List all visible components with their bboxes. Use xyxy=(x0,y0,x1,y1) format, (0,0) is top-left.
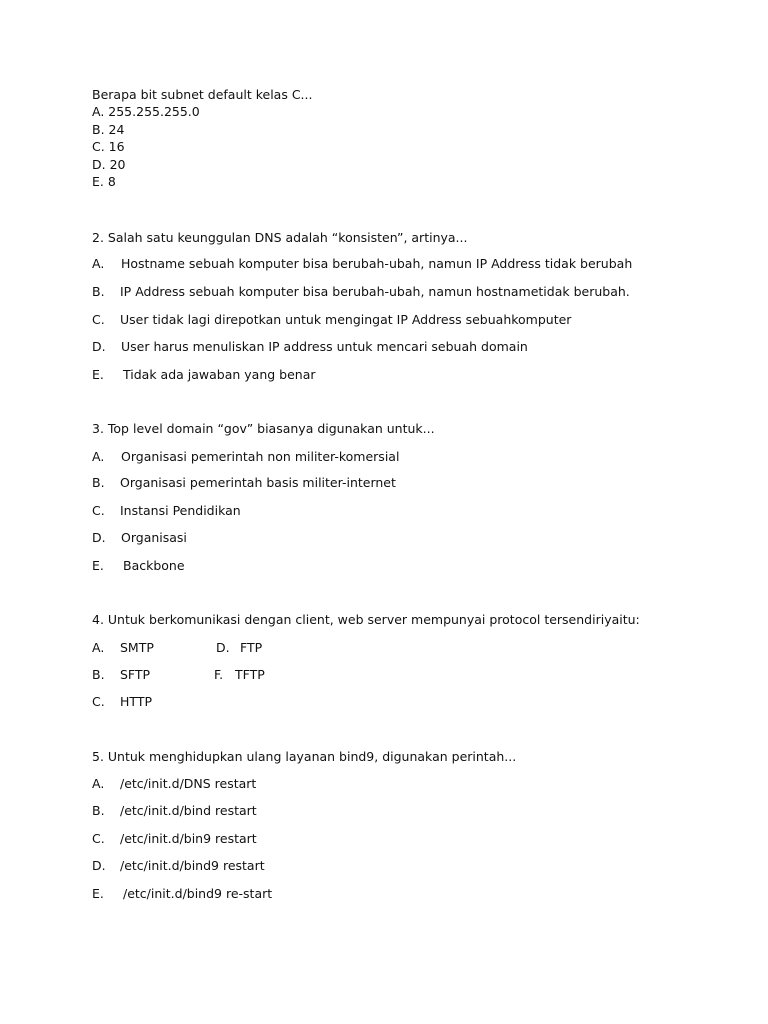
question-2-text: 2. Salah satu keunggulan DNS adalah “konsisten”, artinya... xyxy=(92,230,468,245)
q5-option-c-letter: C. xyxy=(92,831,105,846)
q4-option-a-text: SMTP xyxy=(120,640,154,655)
q1-option-a: A. 255.255.255.0 xyxy=(92,104,200,119)
q5-option-a-text: /etc/init.d/DNS restart xyxy=(120,776,257,791)
q2-option-e-text: Tidak ada jawaban yang benar xyxy=(123,367,316,382)
question-3-text: 3. Top level domain “gov” biasanya digunakan untuk... xyxy=(92,421,435,436)
q2-option-b-letter: B. xyxy=(92,284,105,299)
q3-option-c-text: Instansi Pendidikan xyxy=(120,503,241,518)
q4-option-a-letter: A. xyxy=(92,640,105,655)
q2-option-a-letter: A. xyxy=(92,256,105,271)
q2-option-d-letter: D. xyxy=(92,339,106,354)
q4-option-d-text: FTP xyxy=(240,640,263,655)
q2-option-b-text: IP Address sebuah komputer bisa berubah-ubah, namun hostnametidak berubah. xyxy=(120,284,630,299)
q2-option-e-letter: E. xyxy=(92,367,104,382)
q2-option-a-text: Hostname sebuah komputer bisa berubah-ubah, namun IP Address tidak berubah xyxy=(121,256,633,271)
q3-option-d-letter: D. xyxy=(92,530,106,545)
q4-option-b-text: SFTP xyxy=(120,667,151,682)
q5-option-e-text: /etc/init.d/bind9 re-start xyxy=(123,886,273,901)
q4-option-c-letter: C. xyxy=(92,694,105,709)
q5-option-d-text: /etc/init.d/bind9 restart xyxy=(120,858,265,873)
q5-option-d-letter: D. xyxy=(92,858,106,873)
q3-option-c-letter: C. xyxy=(92,503,105,518)
q5-option-a-letter: A. xyxy=(92,776,105,791)
q2-option-d-text: User harus menuliskan IP address untuk mencari sebuah domain xyxy=(121,339,528,354)
q1-option-e: E. 8 xyxy=(92,174,116,189)
q5-option-b-text: /etc/init.d/bind restart xyxy=(120,803,257,818)
question-4-text: 4. Untuk berkomunikasi dengan client, web server mempunyai protocol tersendiriyaitu: xyxy=(92,612,640,627)
q4-option-d-letter: D. xyxy=(216,640,230,655)
q5-option-b-letter: B. xyxy=(92,803,105,818)
q3-option-e-text: Backbone xyxy=(123,558,185,573)
q4-option-f-letter: F. xyxy=(214,667,224,682)
q1-option-d: D. 20 xyxy=(92,157,126,172)
q3-option-b-letter: B. xyxy=(92,475,105,490)
q5-option-e-letter: E. xyxy=(92,886,104,901)
q2-option-c-text: User tidak lagi direpotkan untuk mengingat IP Address sebuahkomputer xyxy=(120,312,572,327)
q3-option-a-letter: A. xyxy=(92,449,105,464)
question-1-text: Berapa bit subnet default kelas C... xyxy=(92,87,313,102)
q3-option-e-letter: E. xyxy=(92,558,104,573)
q4-option-c-text: HTTP xyxy=(120,694,152,709)
q5-option-c-text: /etc/init.d/bin9 restart xyxy=(120,831,257,846)
q4-option-f-text: TFTP xyxy=(235,667,265,682)
q1-option-b: B. 24 xyxy=(92,122,125,137)
q3-option-a-text: Organisasi pemerintah non militer-komersial xyxy=(121,449,400,464)
q3-option-b-text: Organisasi pemerintah basis militer-internet xyxy=(120,475,396,490)
q1-option-c: C. 16 xyxy=(92,139,125,154)
q2-option-c-letter: C. xyxy=(92,312,105,327)
question-5-text: 5. Untuk menghidupkan ulang layanan bind9, digunakan perintah... xyxy=(92,749,517,764)
q4-option-b-letter: B. xyxy=(92,667,105,682)
q3-option-d-text: Organisasi xyxy=(121,530,187,545)
